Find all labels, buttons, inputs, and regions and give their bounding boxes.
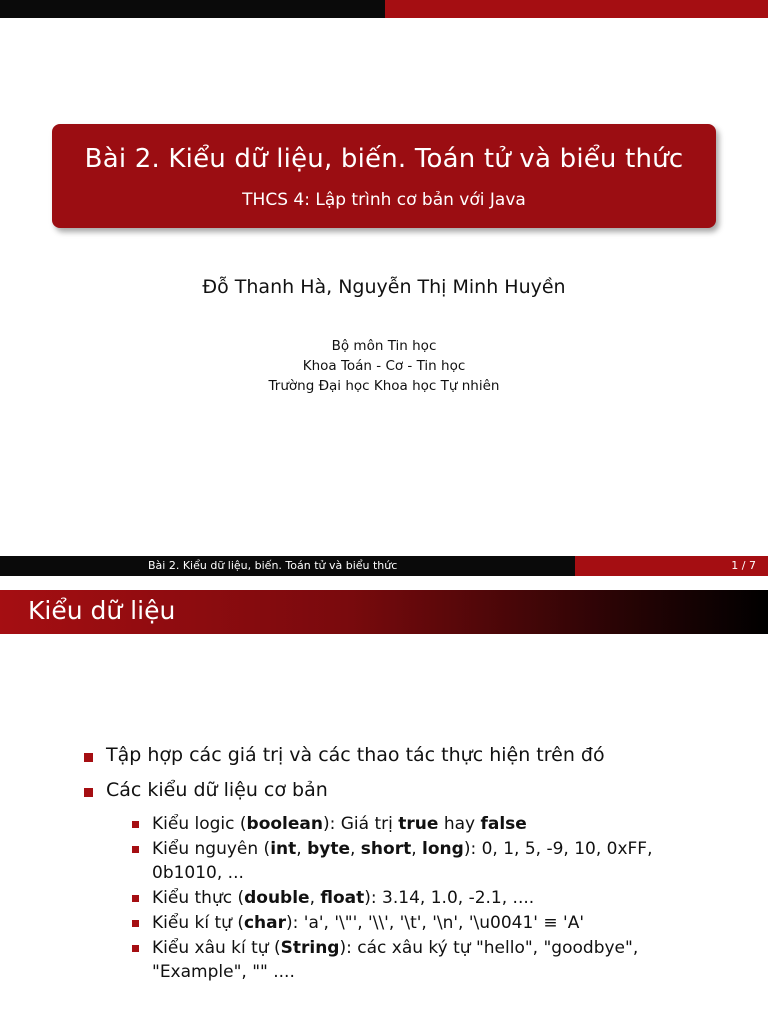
bullet-square-icon	[132, 846, 139, 853]
top-bar-dark	[0, 0, 385, 18]
affiliation-line: Khoa Toán - Cơ - Tin học	[302, 358, 466, 374]
sub-list-item	[132, 911, 692, 935]
sub-bullet-text: Kiểu thực (double, float): 3.14, 1.0, -2.1, ....	[152, 888, 535, 908]
bullet-text: Tập hợp các giá trị và các thao tác thực hiện trên đó	[106, 744, 605, 766]
affiliation-line: Trường Đại học Khoa học Tự nhiên	[268, 378, 500, 394]
bullet-text: Các kiểu dữ liệu cơ bản	[106, 779, 328, 801]
list-item	[84, 744, 605, 766]
bullet-square-icon	[132, 920, 139, 927]
slide2-header	[0, 590, 768, 634]
sub-list-item	[132, 812, 692, 836]
authors: Đỗ Thanh Hà, Nguyễn Thị Minh Huyền	[202, 276, 566, 298]
bullet-square-icon	[84, 788, 93, 797]
footer-left	[0, 556, 575, 576]
affiliation-line: Bộ môn Tin học	[331, 338, 437, 354]
top-bar-red	[385, 0, 768, 18]
footer-title: Bài 2. Kiểu dữ liệu, biến. Toán tử và biểu thức	[148, 559, 398, 572]
bullet-square-icon	[132, 895, 139, 902]
page-number: 1 / 7	[731, 559, 756, 572]
sub-list-item	[132, 837, 692, 885]
sub-bullet-text: Kiểu logic (boolean): Giá trị true hay false	[152, 814, 527, 834]
top-bar	[0, 0, 768, 18]
footer-right	[575, 556, 768, 576]
sub-bullet-text: Kiểu nguyên (int, byte, short, long): 0, 1, 5, -9, 10, 0xFF, 0b1010, ...	[152, 839, 653, 883]
sub-list-item	[132, 936, 692, 984]
slide-subtitle: THCS 4: Lập trình cơ bản với Java	[242, 190, 526, 210]
bullet-square-icon	[132, 821, 139, 828]
sub-list-item	[132, 886, 692, 910]
slide-title: Bài 2. Kiểu dữ liệu, biến. Toán tử và biểu thức	[84, 144, 684, 174]
bullet-square-icon	[132, 945, 139, 952]
bullet-square-icon	[84, 753, 93, 762]
slide-footer	[0, 556, 768, 576]
affiliation	[0, 336, 768, 396]
title-box	[52, 124, 716, 228]
sub-bullet-text: Kiểu kí tự (char): 'a', '\"', '\\', '\t', '\n', '\u0041' ≡ 'A'	[152, 913, 585, 933]
sub-bullet-text: Kiểu xâu kí tự (String): các xâu ký tự "hello", "goodbye", "Example", "" ....	[152, 938, 639, 982]
list-item	[84, 779, 328, 801]
slide2-title: Kiểu dữ liệu	[28, 596, 176, 625]
